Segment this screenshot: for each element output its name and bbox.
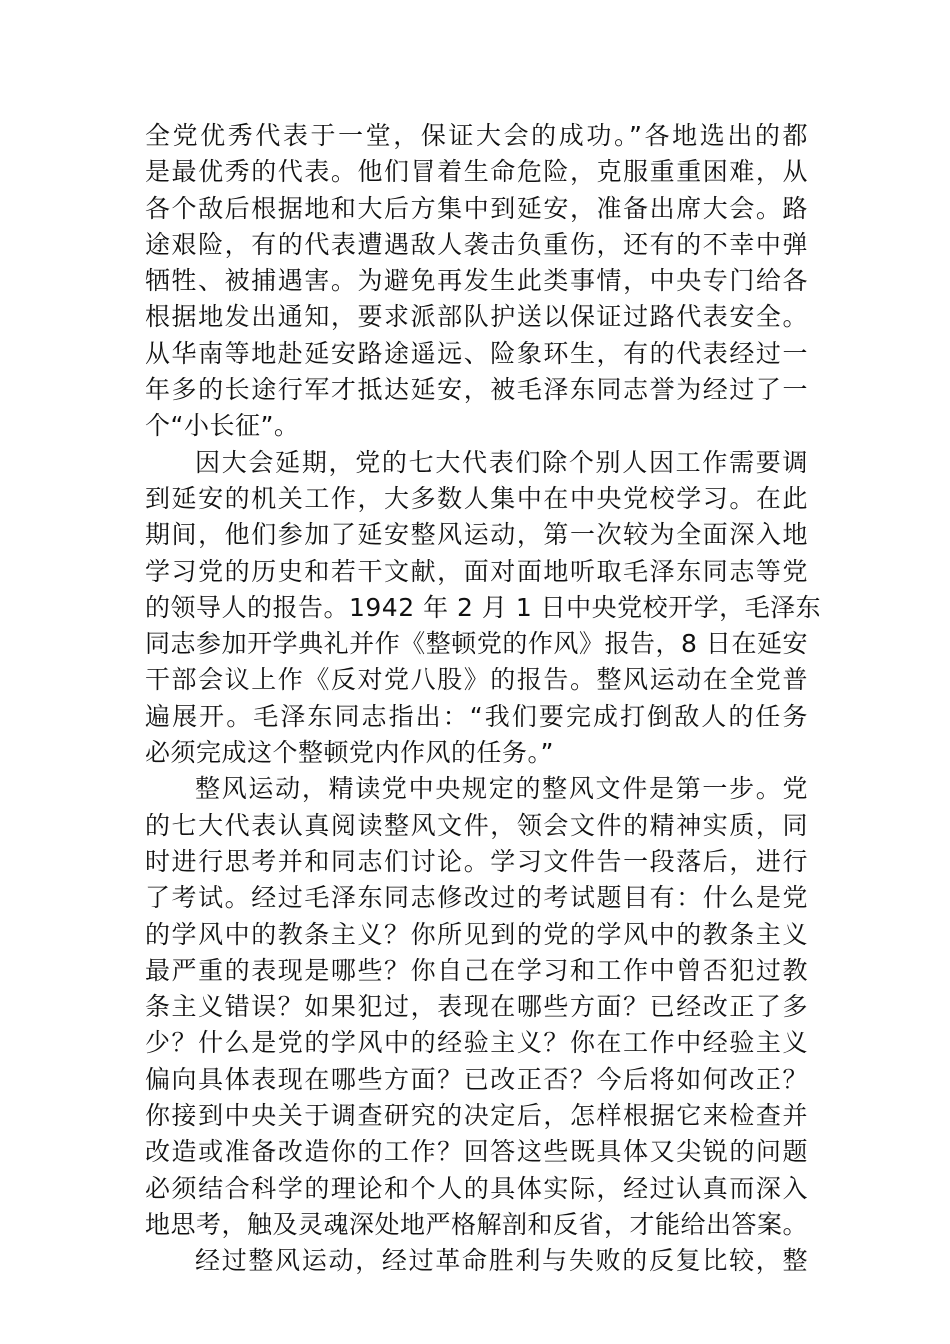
text-line: 遍展开。毛泽东同志指出：“我们要完成打倒敌人的任务 [145,701,808,731]
text-line: 必须结合科学的理论和个人的具体实际，经过认真而深入 [145,1173,808,1203]
paragraph [145,771,808,1243]
text-line: 条主义错误？如果犯过，表现在哪些方面？已经改正了多 [145,992,808,1022]
text-line: 途艰险，有的代表遭遇敌人袭击负重伤，还有的不幸中弹 [145,229,808,259]
text-line: 的学风中的教条主义？你所见到的党的学风中的教条主义 [145,919,808,949]
text-line: 干部会议上作《反对党八股》的报告。整风运动在全党普 [145,665,808,695]
text-line: 了考试。经过毛泽东同志修改过的考试题目有：什么是党 [145,883,808,913]
paragraph [145,118,808,445]
text-line: 年多的长途行军才抵达延安，被毛泽东同志誉为经过了一 [145,375,808,405]
document-page [145,118,822,1280]
text-line: 是最优秀的代表。他们冒着生命危险，克服重重困难，从 [145,157,808,187]
text-line: 牺牲、被捕遇害。为避免再发生此类事情，中央专门给各 [145,266,808,296]
text-line: 因大会延期，党的七大代表们除个别人因工作需要调 [195,447,808,477]
text-line: 必须完成这个整顿党内作风的任务。” [145,738,554,768]
text-line: 最严重的表现是哪些？你自己在学习和工作中曾否犯过教 [145,955,808,985]
text-line: 少？什么是党的学风中的经验主义？你在工作中经验主义 [145,1028,808,1058]
text-line: 你接到中央关于调查研究的决定后，怎样根据它来检查并 [145,1101,808,1131]
text-line: 同志参加开学典礼并作《整顿党的作风》报告，8 日在延安 [145,629,808,659]
text-line: 根据地发出通知，要求派部队护送以保证过路代表安全。 [145,302,808,332]
text-line: 各个敌后根据地和大后方集中到延安，准备出席大会。路 [145,193,808,223]
text-line: 期间，他们参加了延安整风运动，第一次较为全面深入地 [145,520,808,550]
text-line: 到延安的机关工作，大多数人集中在中央党校学习。在此 [145,483,808,513]
paragraph [145,1243,808,1279]
text-line: 改造或准备改造你的工作？回答这些既具体又尖锐的问题 [145,1137,808,1167]
text-line: 经过整风运动，经过革命胜利与失败的反复比较，整 [195,1246,808,1276]
text-line: 全党优秀代表于一堂，保证大会的成功。”各地选出的都 [145,121,808,150]
text-line: 偏向具体表现在哪些方面？已改正否？今后将如何改正？ [145,1064,808,1094]
text-line: 的七大代表认真阅读整风文件，领会文件的精神实质，同 [145,810,808,840]
text-line: 个“小长征”。 [145,411,300,441]
text-line: 时进行思考并和同志们讨论。学习文件告一段落后，进行 [145,846,808,876]
paragraph [145,445,822,772]
text-line: 从华南等地赴延安路途遥远、险象环生，有的代表经过一 [145,338,808,368]
text-line: 学习党的历史和若干文献，面对面地听取毛泽东同志等党 [145,556,808,586]
text-line: 的领导人的报告。1942 年 2 月 1 日中央党校开学，毛泽东 [145,592,822,622]
text-line: 整风运动，精读党中央规定的整风文件是第一步。党 [195,774,808,804]
text-line: 地思考，触及灵魂深处地严格解剖和反省，才能给出答案。 [145,1209,809,1239]
